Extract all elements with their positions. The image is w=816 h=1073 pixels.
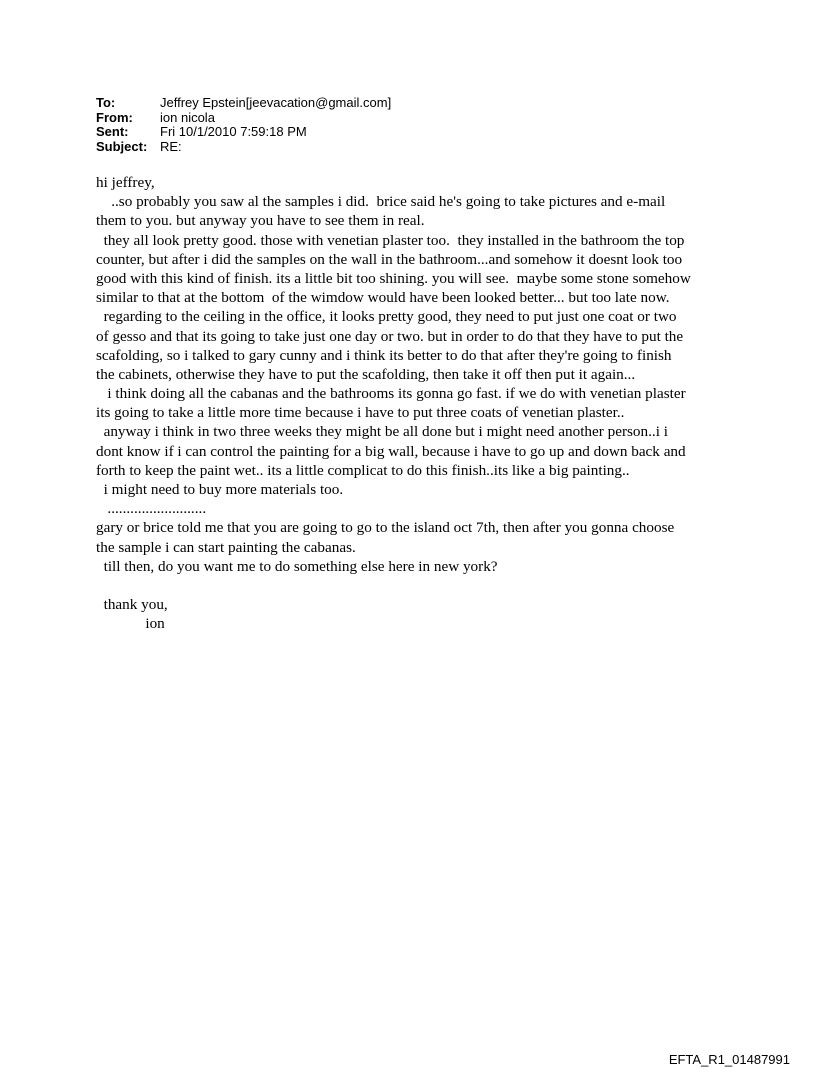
sent-label: Sent: <box>96 124 129 139</box>
body-line: its going to take a little more time because i have to put three coats of venetian plaster.. <box>96 404 625 422</box>
body-line: thank you, <box>96 596 168 614</box>
from-value: ion nicola <box>160 109 215 125</box>
body-line: ..so probably you saw al the samples i did. brice said he's going to take pictures and e-mail <box>96 193 666 211</box>
body-line: .......................... <box>96 500 207 518</box>
body-line: ion <box>96 615 165 633</box>
to-row <box>96 96 391 111</box>
body-line: forth to keep the paint wet.. its a little complicat to do this finish..its like a big painting.. <box>96 461 630 479</box>
body-line: counter, but after i did the samples on the wall in the bathroom...and somehow it doesnt look too <box>96 250 683 268</box>
body-line: scafolding, so i talked to gary cunny and i think its better to do that after they're going to finish <box>96 346 672 364</box>
body-line: they all look pretty good. those with venetian plaster too. they installed in the bathroom the top <box>96 231 685 249</box>
email-header <box>96 96 391 154</box>
body-line: hi jeffrey, <box>96 174 155 191</box>
from-row <box>96 111 391 126</box>
body-line: the sample i can start painting the cabanas. <box>96 538 356 556</box>
body-line: gary or brice told me that you are going to go to the island oct 7th, then after you gonna choose <box>96 519 675 537</box>
subject-row <box>96 140 391 155</box>
to-value: Jeffrey Epstein[jeevacation@gmail.com] <box>160 95 392 110</box>
sent-row <box>96 125 391 140</box>
body-line: i think doing all the cabanas and the bathrooms its gonna go fast. if we do with venetian plaster <box>96 385 686 403</box>
to-label: To: <box>96 95 116 110</box>
body-line: dont know if i can control the painting for a big wall, because i have to go up and down back and <box>96 442 686 460</box>
body-line: of gesso and that its going to take just one day or two. but in order to do that they have to put the <box>96 327 684 345</box>
sent-value: Fri 10/1/2010 7:59:18 PM <box>160 124 307 139</box>
body-line: anyway i think in two three weeks they might be all done but i might need another person..i i <box>96 423 668 441</box>
body-line: regarding to the ceiling in the office, it looks pretty good, they need to put just one coat or two <box>96 308 677 326</box>
body-line: them to you. but anyway you have to see them in real. <box>96 212 425 230</box>
body-line: till then, do you want me to do something else here in new york? <box>96 557 498 575</box>
subject-value: RE: <box>160 138 182 154</box>
body-line: the cabinets, otherwise they have to put the scafolding, then take it off then put it again... <box>96 365 636 383</box>
body-line: similar to that at the bottom of the wimdow would have been looked better... but too late now. <box>96 289 670 307</box>
body-line <box>96 576 736 595</box>
body-line: good with this kind of finish. its a little bit too shining. you will see. maybe some stone somehow <box>96 269 691 287</box>
document-id: EFTA_R1_01487991 <box>668 1052 790 1067</box>
from-label: From: <box>96 109 133 125</box>
subject-label: Subject: <box>96 138 148 154</box>
email-body <box>96 173 736 634</box>
body-line: i might need to buy more materials too. <box>96 481 344 498</box>
